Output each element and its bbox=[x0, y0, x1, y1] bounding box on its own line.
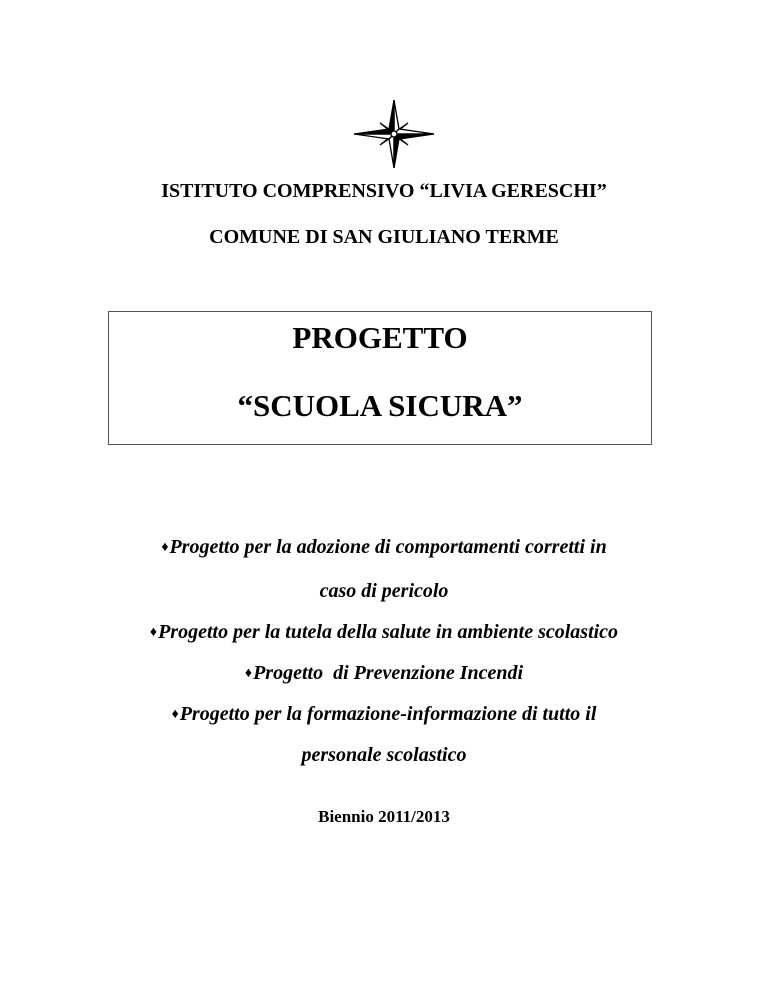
project-item-1-continuation: caso di pericolo bbox=[319, 580, 449, 602]
project-title: “SCUOLA SICURA” bbox=[237, 388, 523, 423]
diamond-bullet-icon: ♦ bbox=[161, 540, 169, 555]
municipality-name: COMUNE DI SAN GIULIANO TERME bbox=[209, 226, 559, 248]
project-item-text: Progetto per la tutela della salute in ambiente scolastico bbox=[158, 621, 619, 643]
project-item-text: Progetto per la adozione di comportamenti corretti in bbox=[169, 536, 607, 558]
project-item-2 bbox=[0, 621, 768, 644]
diamond-bullet-icon: ♦ bbox=[244, 666, 253, 681]
project-item-4 bbox=[0, 703, 768, 726]
compass-rose-icon bbox=[354, 100, 434, 168]
institute-name: ISTITUTO COMPRENSIVO “LIVIA GERESCHI” bbox=[161, 180, 607, 202]
project-label: PROGETTO bbox=[292, 320, 468, 355]
project-item-3 bbox=[0, 662, 768, 685]
project-title-box bbox=[108, 311, 652, 445]
diamond-bullet-icon: ♦ bbox=[171, 707, 179, 722]
project-item-text: Progetto per la formazione-informazione di tutto il bbox=[179, 703, 597, 725]
project-item-1 bbox=[0, 536, 768, 559]
project-item-4-continuation: personale scolastico bbox=[301, 744, 467, 766]
project-item-text: Progetto di Prevenzione Incendi bbox=[253, 662, 524, 684]
period-label: Biennio 2011/2013 bbox=[318, 807, 450, 826]
diamond-bullet-icon: ♦ bbox=[149, 625, 158, 640]
